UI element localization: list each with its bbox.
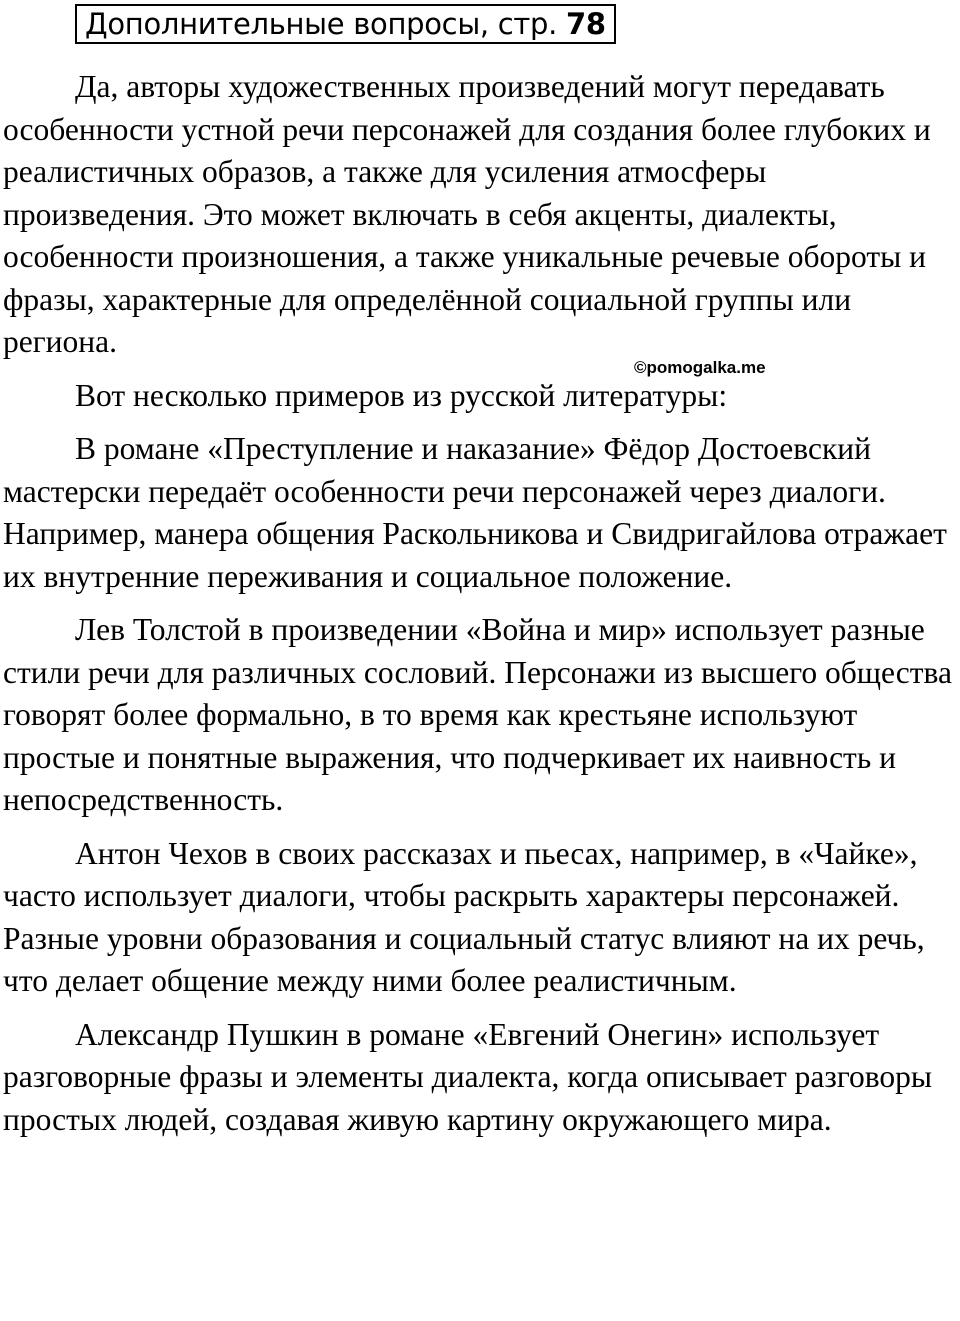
section-header	[75, 4, 616, 44]
section-header-page-number: 78	[565, 7, 606, 41]
section-header-title: Дополнительные вопросы, стр.	[85, 7, 566, 41]
paragraph-pushkin: Александр Пушкин в романе «Евгений Онегин» использует разговорные фразы и элементы диалекта, когда описывает разговоры простых людей, создавая живую картину окружающего мира.	[3, 1016, 933, 1137]
paragraph-tolstoy: Лев Толстой в произведении «Война и мир» использует разные стили речи для различных сословий. Персонажи из высшего общества говорят более формально, в то время как крестьяне используют простые и понятные выражения, что подчеркивает их наивность и непосредственность.	[3, 612, 952, 817]
paragraph-examples-lead: Вот несколько примеров из русской литературы:	[75, 377, 728, 413]
paragraph-dostoevsky: В романе «Преступление и наказание» Фёдор Достоевский мастерски передаёт особенности речи персонажей через диалоги. Например, манера общения Раскольникова и Свидригайлова отражает их внутренние переживания и социальное положение.	[3, 431, 947, 594]
paragraph-intro: Да, авторы художественных произведений могут передавать особенности устной речи персонажей для создания более глубоких и реалистичных образов, а также для усиления атмосферы произведения. Это может включать в себя акценты, диалекты, особенности произношения, а также уникальные речевые обороты и фразы, характерные для определённой социальной группы или региона.	[3, 69, 931, 359]
answer-text	[3, 66, 959, 1152]
watermark: ©pomogalka.me	[634, 358, 766, 377]
paragraph-chekhov: Антон Чехов в своих рассказах и пьесах, например, в «Чайке», часто использует диалоги, чтобы раскрыть характеры персонажей. Разные уровни образования и социальный статус влияют на их речь, что делает общение между ними более реалистичным.	[3, 835, 925, 998]
